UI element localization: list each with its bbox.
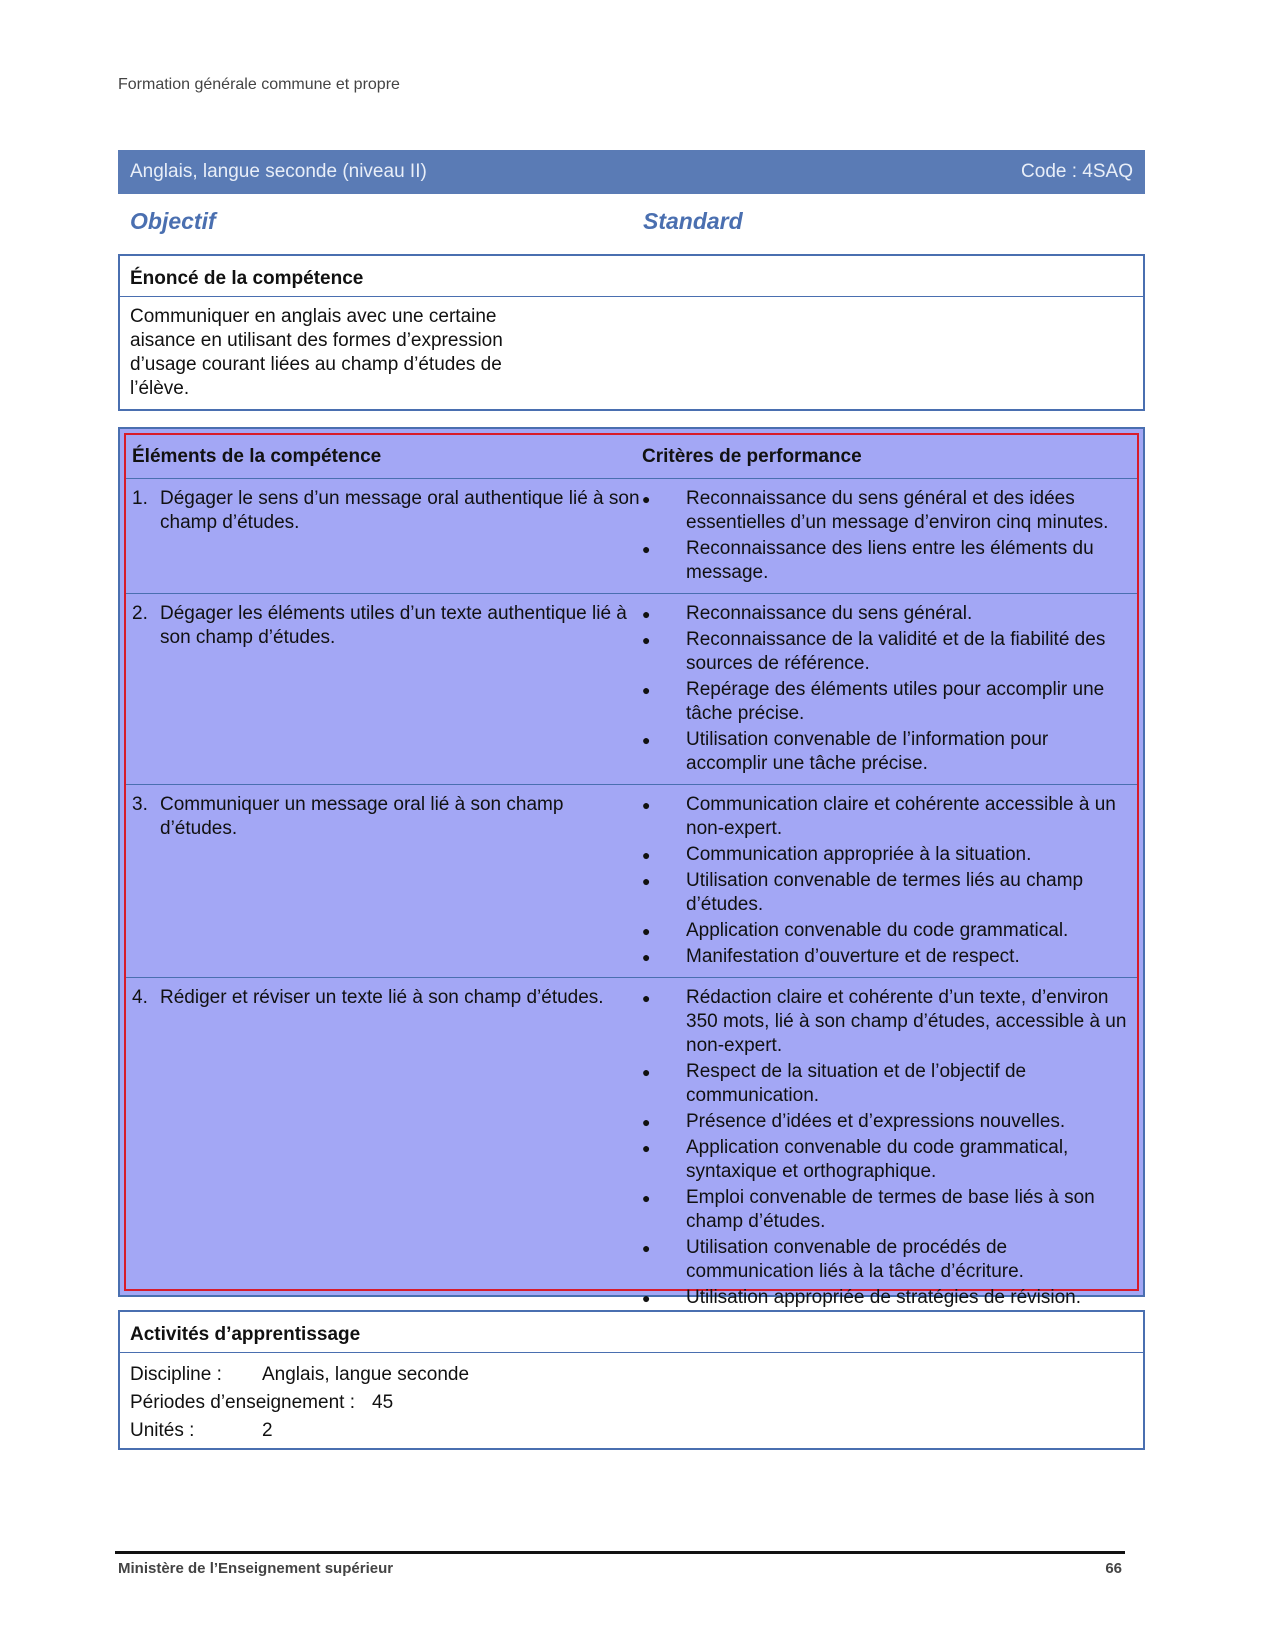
criteria-text: Reconnaissance de la validité et de la fiabilité des sources de référence. bbox=[686, 629, 1106, 674]
element-description bbox=[132, 602, 642, 778]
bullet-icon: ● bbox=[642, 873, 651, 889]
criteria-list bbox=[642, 487, 1131, 587]
element-text: Communiquer un message oral lié à son champ d’études. bbox=[160, 794, 564, 839]
criteria-item bbox=[642, 843, 1131, 867]
bullet-icon: ● bbox=[642, 797, 651, 813]
element-row bbox=[126, 785, 1137, 978]
criteria-text: Utilisation convenable de l’information pour accomplir une tâche précise. bbox=[686, 729, 1049, 774]
course-title-bar bbox=[118, 150, 1145, 194]
bullet-icon: ● bbox=[642, 491, 651, 507]
element-description bbox=[132, 793, 642, 971]
criteria-item bbox=[642, 986, 1131, 1058]
bullet-icon: ● bbox=[642, 541, 651, 557]
elements-box bbox=[118, 427, 1145, 1308]
criteria-text: Communication claire et cohérente accessible à un non-expert. bbox=[686, 794, 1116, 839]
element-number: 1. bbox=[132, 488, 148, 509]
activites-heading: Activités d’apprentissage bbox=[120, 1312, 1143, 1353]
element-description bbox=[132, 487, 642, 587]
unites-value: 2 bbox=[262, 1420, 273, 1441]
unites-label: Unités : bbox=[130, 1420, 195, 1441]
bullet-icon: ● bbox=[642, 1290, 651, 1306]
criteria-text: Respect de la situation et de l’objectif de communication. bbox=[686, 1061, 1027, 1106]
elements-header bbox=[126, 435, 1137, 479]
enonce-box bbox=[118, 254, 1145, 411]
criteria-text: Application convenable du code grammatical, syntaxique et orthographique. bbox=[686, 1137, 1069, 1182]
bullet-icon: ● bbox=[642, 990, 651, 1006]
standard-label: Standard bbox=[643, 208, 743, 234]
activites-box bbox=[118, 1310, 1145, 1450]
element-text: Rédiger et réviser un texte lié à son champ d’études. bbox=[160, 987, 604, 1008]
element-row bbox=[126, 479, 1137, 594]
criteria-text: Reconnaissance des liens entre les éléments du message. bbox=[686, 538, 1094, 583]
criteria-item bbox=[642, 537, 1131, 585]
elements-table bbox=[124, 433, 1139, 1308]
criteria-item bbox=[642, 728, 1131, 776]
discipline-line bbox=[130, 1361, 1133, 1389]
bullet-icon: ● bbox=[642, 1240, 651, 1256]
periodes-line bbox=[130, 1389, 1133, 1417]
criteria-item bbox=[642, 869, 1131, 917]
activites-body bbox=[120, 1353, 1143, 1453]
criteria-text: Repérage des éléments utiles pour accomplir une tâche précise. bbox=[686, 679, 1105, 724]
criteria-item bbox=[642, 919, 1131, 943]
course-code: Code : 4SAQ bbox=[1021, 161, 1133, 182]
page-footer bbox=[118, 1560, 1122, 1577]
criteria-text: Rédaction claire et cohérente d’un texte, d’environ 350 mots, lié à son champ d’études, accessible à un non-expert. bbox=[686, 987, 1127, 1056]
criteria-list bbox=[642, 793, 1131, 971]
bullet-icon: ● bbox=[642, 732, 651, 748]
criteria-text: Utilisation convenable de procédés de communication liés à la tâche d’écriture. bbox=[686, 1237, 1024, 1282]
bullet-icon: ● bbox=[642, 606, 651, 622]
criteria-list bbox=[642, 986, 1131, 1312]
unites-line bbox=[130, 1417, 1133, 1445]
periodes-value: 45 bbox=[372, 1392, 394, 1413]
criteria-text: Utilisation appropriée de stratégies de révision. bbox=[686, 1287, 1081, 1308]
criteria-item bbox=[642, 678, 1131, 726]
element-number: 4. bbox=[132, 987, 148, 1008]
criteria-text: Application convenable du code grammatical. bbox=[686, 920, 1069, 941]
criteria-item bbox=[642, 1110, 1131, 1134]
element-description bbox=[132, 986, 642, 1312]
bullet-icon: ● bbox=[642, 923, 651, 939]
criteria-text: Reconnaissance du sens général. bbox=[686, 603, 973, 624]
elements-rows bbox=[126, 479, 1137, 1318]
criteria-item bbox=[642, 487, 1131, 535]
bullet-icon: ● bbox=[642, 1064, 651, 1080]
criteria-heading: Critères de performance bbox=[642, 445, 862, 467]
bullet-icon: ● bbox=[642, 847, 651, 863]
criteria-list bbox=[642, 602, 1131, 778]
course-title: Anglais, langue seconde (niveau II) bbox=[130, 161, 427, 182]
bullet-icon: ● bbox=[642, 1140, 651, 1156]
criteria-item bbox=[642, 1060, 1131, 1108]
bullet-icon: ● bbox=[642, 632, 651, 648]
objectif-label: Objectif bbox=[130, 208, 216, 234]
footer-rule bbox=[115, 1551, 1125, 1554]
bullet-icon: ● bbox=[642, 1190, 651, 1206]
footer-ministry: Ministère de l’Enseignement supérieur bbox=[118, 1560, 394, 1577]
bullet-icon: ● bbox=[642, 682, 651, 698]
criteria-text: Présence d’idées et d’expressions nouvelles. bbox=[686, 1111, 1066, 1132]
element-number: 2. bbox=[132, 603, 148, 624]
criteria-item bbox=[642, 793, 1131, 841]
criteria-text: Emploi convenable de termes de base liés à son champ d’études. bbox=[686, 1187, 1095, 1232]
element-text: Dégager les éléments utiles d’un texte authentique lié à son champ d’études. bbox=[160, 603, 627, 648]
criteria-item bbox=[642, 1286, 1131, 1310]
criteria-item bbox=[642, 1186, 1131, 1234]
element-row bbox=[126, 594, 1137, 785]
bullet-icon: ● bbox=[642, 949, 651, 965]
page-number: 66 bbox=[1105, 1560, 1122, 1577]
periodes-label: Périodes d’enseignement : bbox=[130, 1392, 355, 1413]
bullet-icon: ● bbox=[642, 1114, 651, 1130]
running-header: Formation générale commune et propre bbox=[118, 76, 400, 93]
criteria-item bbox=[642, 1236, 1131, 1284]
element-row bbox=[126, 978, 1137, 1318]
elements-heading: Éléments de la compétence bbox=[132, 445, 382, 467]
criteria-text: Manifestation d’ouverture et de respect. bbox=[686, 946, 1020, 967]
element-number: 3. bbox=[132, 794, 148, 815]
criteria-item bbox=[642, 602, 1131, 626]
discipline-value: Anglais, langue seconde bbox=[262, 1364, 470, 1385]
criteria-item bbox=[642, 628, 1131, 676]
discipline-label: Discipline : bbox=[130, 1364, 222, 1385]
criteria-item bbox=[642, 945, 1131, 969]
element-text: Dégager le sens d’un message oral authentique lié à son champ d’études. bbox=[160, 488, 640, 533]
criteria-item bbox=[642, 1136, 1131, 1184]
criteria-text: Reconnaissance du sens général et des idées essentielles d’un message d’environ cinq minutes. bbox=[686, 488, 1109, 533]
criteria-text: Utilisation convenable de termes liés au champ d’études. bbox=[686, 870, 1084, 915]
enonce-text: Communiquer en anglais avec une certaine aisance en utilisant des formes d’expression d’usage courant liées au champ d’études de l’élève. bbox=[130, 306, 503, 399]
criteria-text: Communication appropriée à la situation. bbox=[686, 844, 1032, 865]
enonce-heading: Énoncé de la compétence bbox=[120, 256, 1143, 297]
